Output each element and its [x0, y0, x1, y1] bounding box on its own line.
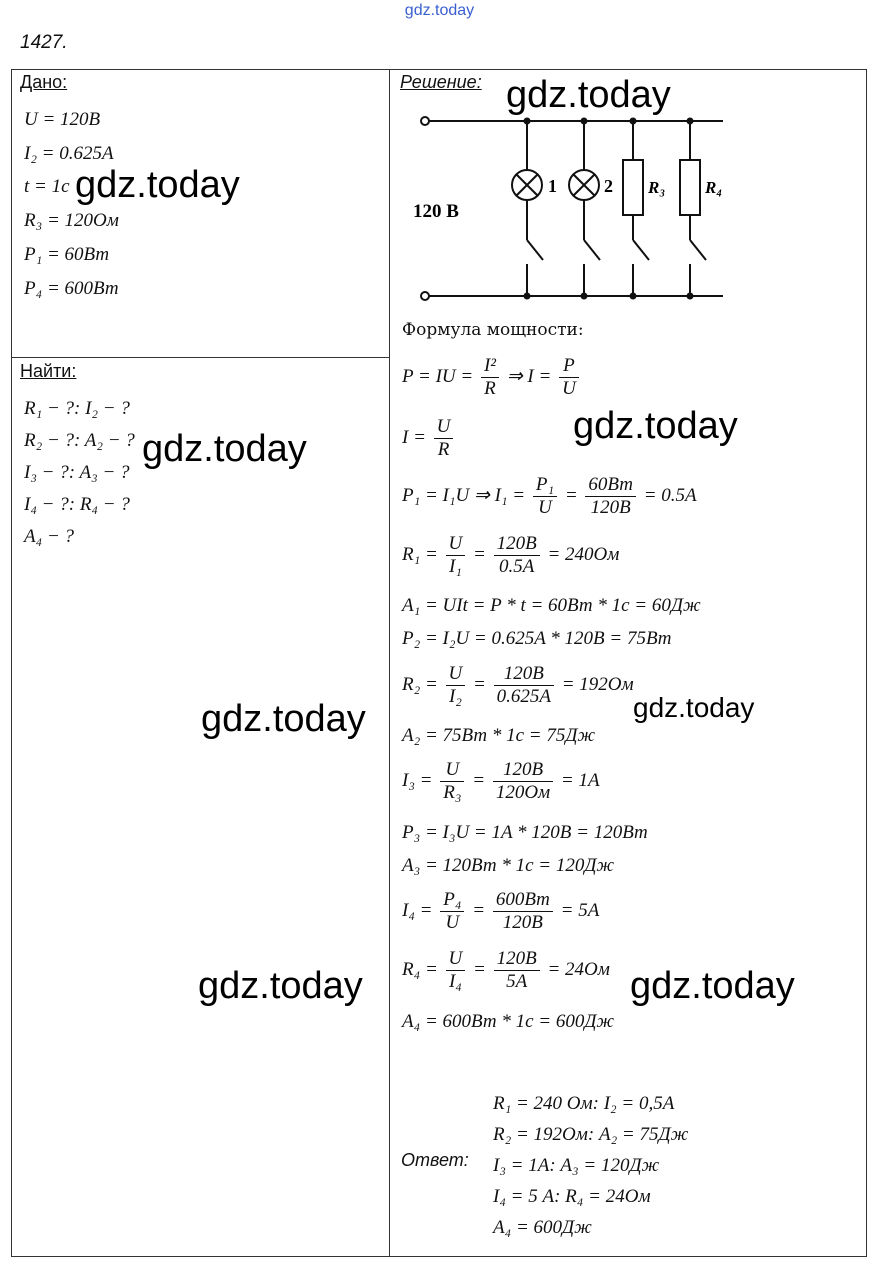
solution-title: Решение: — [400, 72, 482, 92]
watermark: gdz.today — [633, 692, 755, 723]
watermark: gdz.today — [75, 164, 240, 206]
watermark: gdz.today — [198, 965, 363, 1007]
given-line: I₂ = 0.625A — [24, 143, 114, 164]
given-line: P₄ = 600Вт — [24, 278, 119, 299]
given-title: Дано: — [20, 72, 68, 92]
circuit-r4-label: R₄ — [705, 178, 723, 197]
table-column-divider — [389, 69, 390, 1257]
formula-p2: P₂ = I₂U = 0.625A * 120В = 75Вт — [402, 628, 672, 649]
watermark: gdz.today — [630, 965, 795, 1007]
given-line: t = 1с — [24, 176, 70, 197]
formula-a1: A₁ = UIt = P * t = 60Вт * 1с = 60Дж — [402, 595, 701, 616]
find-title: Найти: — [20, 361, 77, 381]
answer-line: I₃ = 1А: A₃ = 120Дж — [493, 1155, 660, 1176]
formula-a3: A₃ = 120Вт * 1с = 120Дж — [402, 855, 615, 876]
problem-number: 1427. — [20, 32, 68, 53]
given-line: P₁ = 60Вт — [24, 244, 110, 265]
find-line: I₃ − ?: A₃ − ? — [24, 462, 130, 483]
formula-a4: A₄ = 600Вт * 1с = 600Дж — [402, 1011, 615, 1032]
watermark: gdz.today — [201, 698, 366, 740]
formula-a2: A₂ = 75Вт * 1с = 75Дж — [402, 725, 596, 746]
table-row-divider — [11, 357, 389, 358]
answer-line: R₂ = 192Ом: A₂ = 75Дж — [493, 1124, 689, 1145]
site-header-link[interactable]: gdz.today — [404, 2, 475, 19]
formula-r2: R₂ = $\frac{U}{\text{I₂}}$ = $\frac{120В}{0.625A}$ = 192Ом — [402, 663, 634, 707]
circuit-diagram — [395, 100, 735, 310]
circuit-voltage-label: 120 В — [413, 201, 459, 222]
formula-heading: Формула мощности: — [402, 320, 584, 340]
circuit-r3-label: R₃ — [648, 178, 666, 197]
circuit-lamp2-label: 2 — [604, 176, 613, 196]
formula-r1: R₁ = $\frac{U}{\text{I₁}}$ = $\frac{120В}{0.5A}$ = 240Ом — [402, 533, 620, 577]
circuit-lamp1-label: 1 — [548, 176, 557, 196]
formula-i1: P₁ = I₁U ⇒ I₁ = $\frac{\text{P₁}}{U}$ = $\frac{60Вт}{120В}$ = 0.5A — [402, 474, 697, 518]
formula-i3: I₃ = $\frac{U}{\text{R₃}}$ = $\frac{120В}{120Ом}$ = 1A — [402, 759, 600, 803]
answer-label: Ответ: — [401, 1150, 469, 1170]
formula-p3: P₃ = I₃U = 1A * 120В = 120Вт — [402, 822, 648, 843]
find-line: I₄ − ?: R₄ − ? — [24, 494, 130, 515]
find-line: R₂ − ?: A₂ − ? — [24, 430, 135, 451]
answer-line: A₄ = 600Дж — [493, 1217, 592, 1238]
answer-line: I₄ = 5 А: R₄ = 24Ом — [493, 1186, 651, 1207]
given-line: U = 120В — [24, 109, 101, 130]
answer-line: R₁ = 240 Ом: I₂ = 0,5A — [493, 1093, 675, 1114]
formula-r4: R₄ = $\frac{U}{\text{I₄}}$ = $\frac{120В}{5A}$ = 24Ом — [402, 948, 610, 992]
formula-current: I = $\frac{U}{R}$ — [402, 416, 456, 461]
given-line: R₃ = 120Ом — [24, 210, 119, 231]
formula-i4: I₄ = $\frac{\text{P₄}}{U}$ = $\frac{600Вт}{120В}$ = 5A — [402, 889, 600, 933]
formula-power: P = IU = $\frac{\text{I²}}{R}$ ⇒ I = $\frac{P}{U}$ — [402, 355, 582, 400]
find-line: R₁ − ?: I₂ − ? — [24, 398, 130, 419]
watermark: gdz.today — [506, 74, 671, 116]
watermark: gdz.today — [573, 405, 738, 447]
find-line: A₄ − ? — [24, 526, 75, 547]
watermark: gdz.today — [142, 428, 307, 470]
